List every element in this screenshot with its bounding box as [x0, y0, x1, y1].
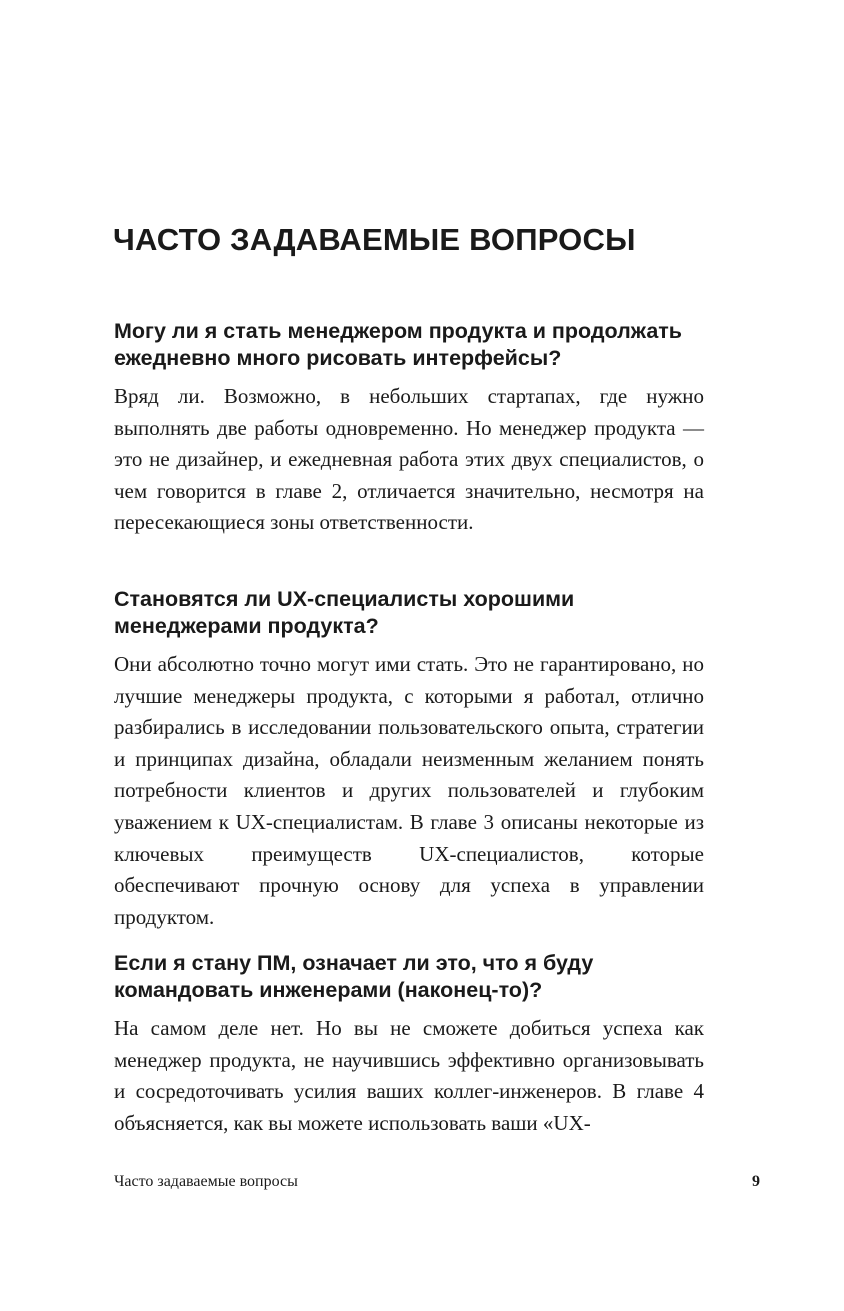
running-footer-title: Часто задаваемые вопросы — [114, 1173, 298, 1190]
faq-answer: На самом деле нет. Но вы не сможете добиться успеха как менеджер продукта, не научившись эффективно организовывать и сосредоточивать усилия ваших коллег-инженеров. В главе 4 объясняется, как вы можете использовать ваши «UX- — [114, 1016, 704, 1135]
faq-item — [114, 318, 704, 539]
faq-answer: Вряд ли. Возможно, в небольших стартапах, где нужно выполнять две работы одновременно. Но менеджер продукта — это не дизайнер, и ежедневная работа этих двух специалистов, о чем говорится в главе 2, отличается значительно, несмотря на пересекающиеся зоны ответственности. — [114, 384, 704, 535]
page-title: ЧАСТО ЗАДАВАЕМЫЕ ВОПРОСЫ — [113, 222, 636, 257]
faq-question: Становятся ли UX-специалисты хорошими менеджерами продукта? — [114, 587, 575, 638]
faq-question: Если я стану ПМ, означает ли это, что я буду командовать инженерами (наконец-то)? — [114, 951, 594, 1002]
faq-answer: Они абсолютно точно могут ими стать. Это не гарантировано, но лучшие менеджеры продукта, с которыми я работал, отлично разбирались в исследовании пользовательского опыта, стратегии и принципах дизайна, обладали неизменным желанием понять потребности клиентов и других пользователей и глубоким уважением к UX-специалистам. В главе 3 описаны некоторые из ключевых преимуществ UX-специалистов, которые обеспечивают прочную основу для успеха в управлении продуктом. — [114, 652, 704, 929]
faq-item — [114, 950, 704, 1139]
faq-question: Могу ли я стать менеджером продукта и продолжать ежедневно много рисовать интерфейсы? — [114, 319, 683, 370]
page-number: 9 — [752, 1173, 760, 1190]
faq-item — [114, 586, 704, 933]
